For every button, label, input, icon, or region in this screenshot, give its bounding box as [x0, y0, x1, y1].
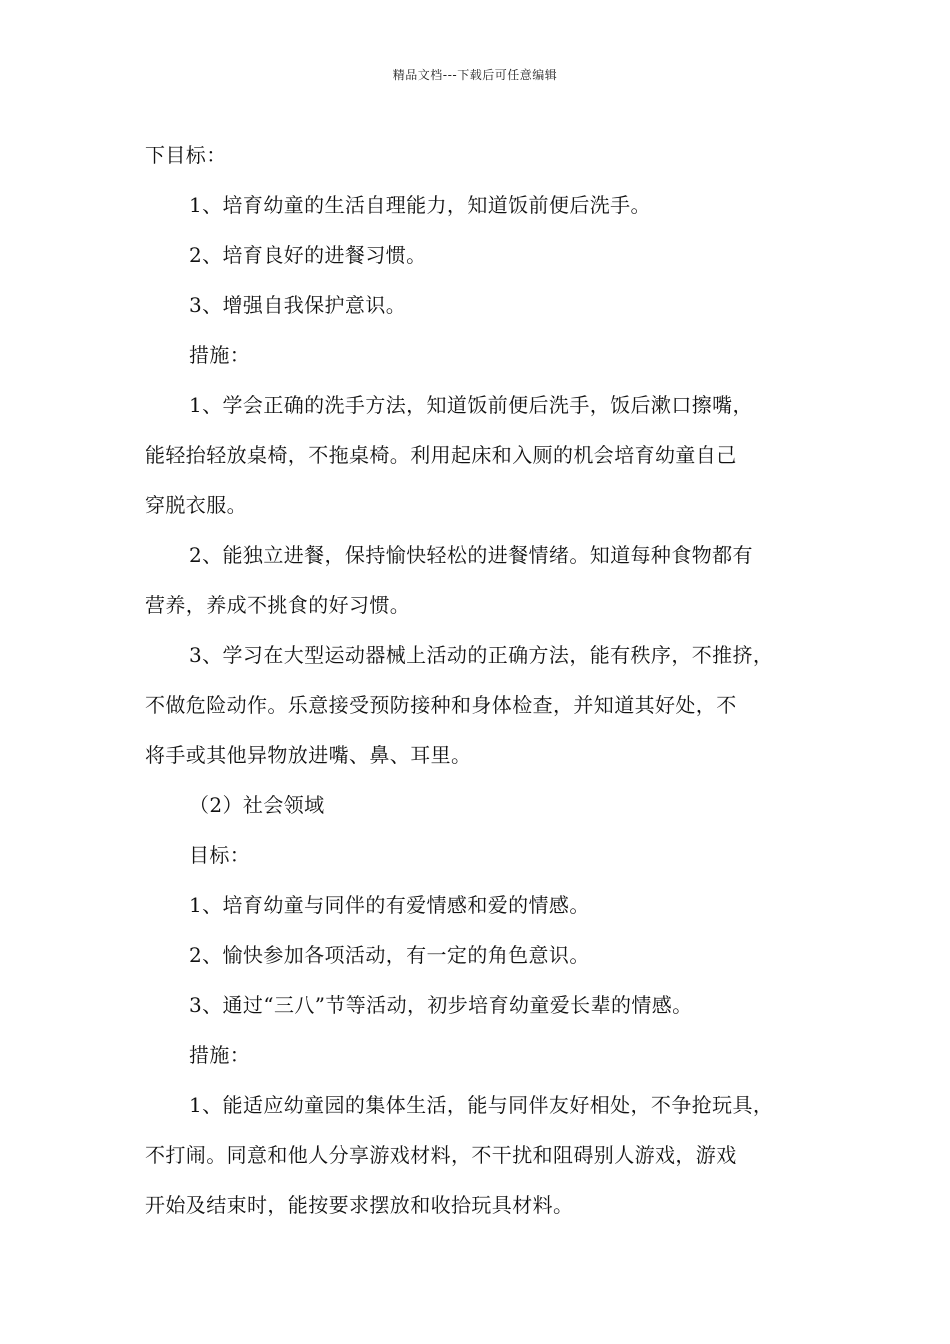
text-line: 将手或其他异物放进嘴、鼻、耳里。 [145, 743, 472, 767]
text-line: 3、增强自我保护意识。 [189, 293, 407, 317]
text-line: 营养，养成不挑食的好习惯。 [145, 593, 411, 617]
text-line: 不做危险动作。乐意接受预防接种和身体检查，并知道其好处，不 [145, 693, 737, 717]
text-line: 3、学习在大型运动器械上活动的正确方法，能有秩序，不推挤， [189, 643, 774, 667]
section-label: 措施： [189, 1043, 251, 1067]
text-line: 1、培育幼童的生活自理能力，知道饭前便后洗手。 [189, 193, 651, 217]
text-line: 1、学会正确的洗手方法，知道饭前便后洗手，饭后漱口擦嘴， [189, 393, 753, 417]
text-line: 3、通过“三八”节等活动，初步培育幼童爱长辈的情感。 [189, 993, 693, 1017]
text-line: 2、能独立进餐，保持愉快轻松的进餐情绪。知道每种食物都有 [189, 543, 753, 567]
text-line: 能轻抬轻放桌椅，不拖桌椅。利用起床和入厕的机会培育幼童自己 [145, 443, 737, 467]
section-label: 目标： [189, 843, 251, 867]
text-line: 2、愉快参加各项活动，有一定的角色意识。 [189, 943, 590, 967]
text-line: 1、培育幼童与同伴的有爱情感和爱的情感。 [189, 893, 590, 917]
text-line: 下目标： [145, 143, 227, 167]
page-header: 精品文档---下载后可任意编辑 [392, 68, 558, 82]
section-heading: （2）社会领域 [189, 793, 325, 817]
text-line: 1、能适应幼童园的集体生活，能与同伴友好相处，不争抢玩具， [189, 1093, 774, 1117]
text-line: 不打闹。同意和他人分享游戏材料，不干扰和阻碍别人游戏，游戏 [145, 1143, 737, 1167]
section-label: 措施： [189, 343, 251, 367]
text-line: 开始及结束时，能按要求摆放和收拾玩具材料。 [145, 1193, 574, 1217]
text-line: 穿脱衣服。 [145, 493, 247, 517]
document-body [145, 130, 815, 1230]
text-line: 2、培育良好的进餐习惯。 [189, 243, 427, 267]
